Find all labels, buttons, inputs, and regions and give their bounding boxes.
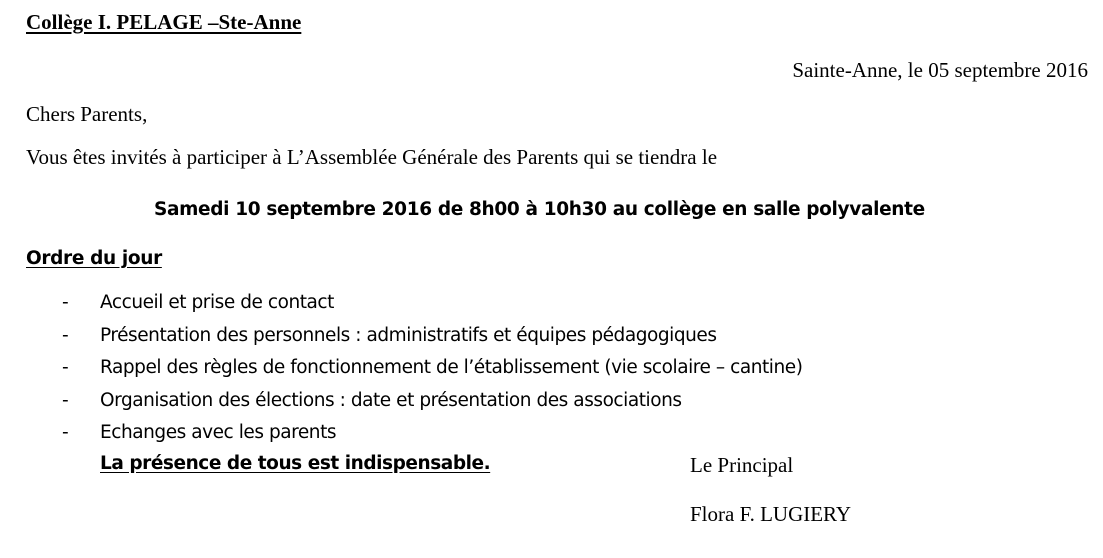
signatory-name: Flora F. LUGIERY bbox=[690, 502, 852, 526]
bullet-dash: - bbox=[62, 389, 69, 411]
bullet-dash: - bbox=[62, 357, 69, 378]
agenda-item-text: Rappel des règles de fonctionnement de l’établissement (vie scolaire – cantine) bbox=[100, 357, 803, 378]
bullet-dash: - bbox=[62, 324, 69, 346]
agenda-item-text: Organisation des élections : date et présentation des associations bbox=[100, 389, 682, 411]
agenda-item-text: Echanges avec les parents bbox=[100, 422, 337, 443]
invitation-text: Vous êtes invités à participer à L’Assemblée Générale des Parents qui se tiendra le bbox=[26, 145, 718, 169]
school-name: Collège I. PELAGE –Ste-Anne bbox=[26, 10, 302, 34]
agenda-title: Ordre du jour bbox=[26, 248, 162, 269]
event-details: Samedi 10 septembre 2016 de 8h00 à 10h30 au collège en salle polyvalente bbox=[154, 199, 925, 220]
signatory-title: Le Principal bbox=[690, 453, 794, 477]
agenda-item-text: Présentation des personnels : administratifs et équipes pédagogiques bbox=[100, 324, 717, 346]
agenda-item-text: Accueil et prise de contact bbox=[100, 292, 334, 313]
place-date: Sainte-Anne, le 05 septembre 2016 bbox=[792, 58, 1088, 82]
bullet-dash: - bbox=[62, 292, 69, 313]
greeting: Chers Parents, bbox=[26, 102, 148, 126]
presence-note: La présence de tous est indispensable. bbox=[100, 453, 491, 474]
bullet-dash: - bbox=[62, 422, 69, 443]
